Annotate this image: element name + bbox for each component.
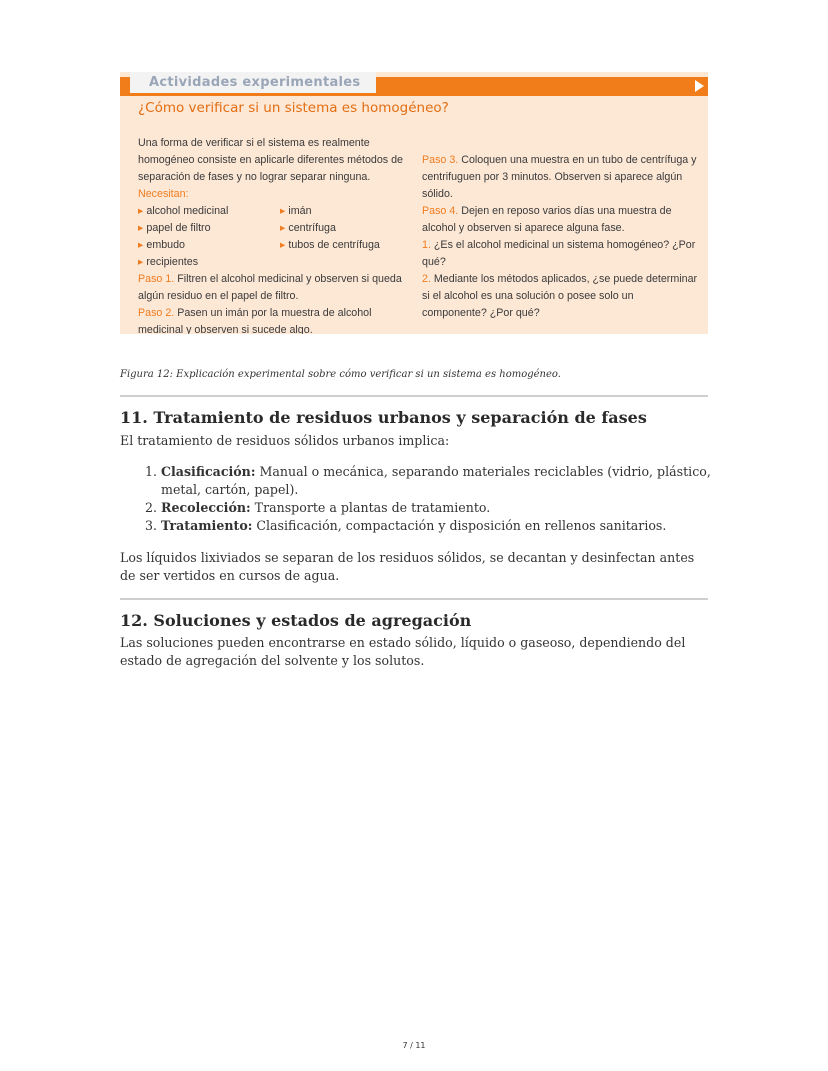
list-item: 2. Recolección: Transporte a plantas de tratamiento. bbox=[161, 499, 721, 517]
needs-label: Necesitan: bbox=[138, 188, 189, 200]
material-item: ▸ alcohol medicinal bbox=[138, 203, 280, 220]
step-2: Paso 2. Pasen un imán por la muestra de alcohol medicinal y observen si sucede algo. bbox=[138, 307, 372, 334]
materials-list bbox=[138, 203, 410, 271]
material-item: ▸ recipientes bbox=[138, 254, 280, 271]
page-number: 7 / 11 bbox=[402, 1041, 426, 1050]
list-item: 1. Clasificación: Manual o mecánica, separando materiales reciclables (vidrio, plástico, metal, cartón, papel). bbox=[161, 463, 721, 499]
list-item: 3. Tratamiento: Clasificación, compactación y disposición en rellenos sanitarios. bbox=[161, 517, 721, 535]
section-divider bbox=[120, 598, 708, 600]
figure-caption: Figura 12: Explicación experimental sobre cómo verificar si un sistema es homogéneo. bbox=[120, 369, 561, 380]
question-1: 1. ¿Es el alcohol medicinal un sistema homogéneo? ¿Por qué? bbox=[422, 239, 696, 268]
step-3: Paso 3. Coloquen una muestra en un tubo de centrífuga y centrifuguen por 3 minutos. Observen si aparece algún sólido. bbox=[422, 154, 697, 200]
treatment-steps-list bbox=[120, 463, 721, 535]
material-item: ▸ embudo bbox=[138, 237, 280, 254]
arrow-right-icon bbox=[695, 80, 704, 92]
figure-intro: Una forma de verificar si el sistema es realmente homogéneo consiste en aplicarle diferentes métodos de separación de fases y no lograr separar ninguna. bbox=[138, 137, 403, 183]
figure-left-column bbox=[138, 135, 410, 334]
question-2: 2. Mediante los métodos aplicados, ¿se puede determinar si el alcohol es una solución o posee solo un componente? ¿Por qué? bbox=[422, 273, 698, 319]
material-item: ▸ centrífuga bbox=[280, 220, 410, 237]
figure-tab-label: Actividades experimentales bbox=[130, 72, 376, 93]
material-item: ▸ imán bbox=[280, 203, 410, 220]
section-12-heading: 12. Soluciones y estados de agregación bbox=[120, 611, 472, 630]
section-11-heading: 11. Tratamiento de residuos urbanos y separación de fases bbox=[120, 408, 647, 427]
material-item: ▸ papel de filtro bbox=[138, 220, 280, 237]
step-4: Paso 4. Dejen en reposo varios días una muestra de alcohol y observen si aparece alguna fase. bbox=[422, 205, 672, 234]
activity-figure bbox=[120, 72, 708, 334]
material-item: ▸ tubos de centrífuga bbox=[280, 237, 410, 254]
section-11-intro: El tratamiento de residuos sólidos urbanos implica: bbox=[120, 433, 450, 448]
section-12-text: Las soluciones pueden encontrarse en estado sólido, líquido o gaseoso, dependiendo del estado de agregación del solvente y los solutos. bbox=[120, 635, 686, 668]
step-1: Paso 1. Filtren el alcohol medicinal y observen si queda algún residuo en el papel de filtro. bbox=[138, 273, 402, 302]
section-divider bbox=[120, 395, 708, 397]
figure-question: ¿Cómo verificar si un sistema es homogéneo? bbox=[138, 100, 449, 116]
section-11-closing: Los líquidos lixiviados se separan de los residuos sólidos, se decantan y desinfectan antes de ser vertidos en cursos de agua. bbox=[120, 550, 695, 583]
figure-right-column bbox=[422, 135, 698, 322]
